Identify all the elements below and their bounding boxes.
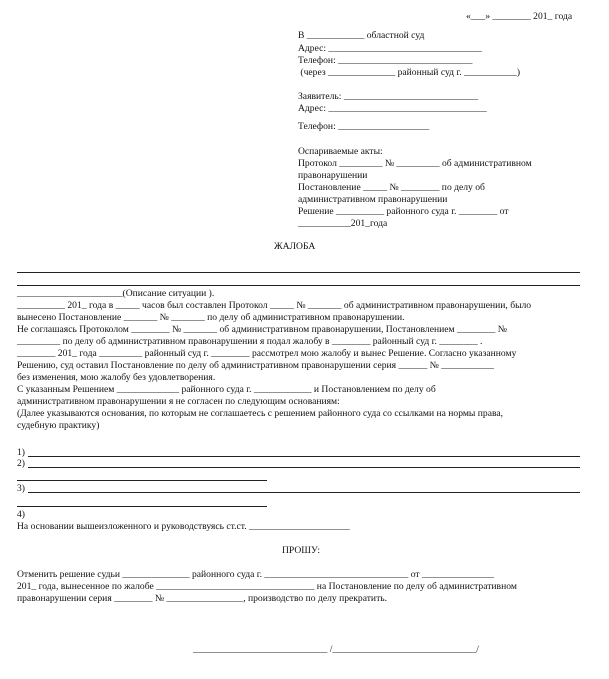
- request-title: ПРОШУ:: [282, 545, 321, 556]
- contested-protocol-cont: правонарушении: [298, 170, 368, 181]
- body-line: Решению, суд оставил Постановление по делу об административном правонарушении серия ______ № ___________: [17, 360, 494, 371]
- contested-decree-cont: административном правонарушении: [298, 194, 448, 205]
- signature-line: ____________________________ /______________________________/: [193, 644, 479, 655]
- list-item-number: 4): [17, 509, 25, 520]
- body-line: С указанным Решением _____________ районного суда г. ____________ и Постановлением по делу об: [17, 384, 436, 395]
- request-line: правонарушении серия ________ № ________________, производство по делу прекратить.: [17, 593, 388, 604]
- via-district-court: (через ______________ районный суд г. ___________): [298, 67, 521, 78]
- body-line: без изменения, мою жалобу без удовлетворения.: [17, 372, 216, 383]
- date-line: «___» ________ 201_ года: [466, 11, 573, 22]
- contested-decision: Решение __________ районного суда г. ________ от: [298, 206, 509, 217]
- court-phone: Телефон: ____________________________: [298, 55, 473, 66]
- list-item-number: 2): [17, 458, 25, 469]
- body-line: Не соглашаясь Протоколом ________ № _______ об административном правонарушении, Постановлением ________ №: [17, 324, 507, 335]
- situation-label: ______________________(Описание ситуации ).: [17, 288, 215, 299]
- list-item-number: 3): [17, 483, 25, 494]
- contested-acts-title: Оспариваемые акты:: [298, 146, 383, 157]
- applicant-line: Заявитель: ____________________________: [298, 91, 479, 102]
- court-line: В ____________ областной суд: [298, 30, 425, 41]
- document-title: ЖАЛОБА: [274, 241, 316, 252]
- body-line: судебную практику): [17, 420, 100, 431]
- fill-line: [28, 467, 580, 468]
- fill-line: [28, 456, 580, 457]
- contested-decree: Постановление _____ № ________ по делу об: [298, 182, 485, 193]
- request-line: 201_ года, вынесенное по жалобе _________________________________ на Постановление по делу об административном: [17, 581, 517, 592]
- fill-line: [17, 285, 580, 286]
- contested-decision-cont: ___________201_года: [298, 218, 388, 229]
- body-line: (Далее указываются основания, по которым не соглашаетесь с решением районного суда со ссылками на нормы права,: [17, 408, 504, 419]
- court-address: Адрес: ________________________________: [298, 43, 482, 54]
- body-line: административном правонарушении я не согласен по следующим основаниям:: [17, 396, 340, 407]
- list-item-number: 1): [17, 447, 25, 458]
- basis-line: На основании вышеизложенного и руководствуясь ст.ст. _____________________: [17, 521, 350, 532]
- body-line: ________ 201_ года _________ районный суд г. ________ рассмотрел мою жалобу и вынес Решение. Согласно указанному: [17, 348, 517, 359]
- contested-protocol: Протокол _________ № _________ об административном: [298, 158, 532, 169]
- request-line: Отменить решение судьи ______________ районного суда г. ______________________________ от _______________: [17, 569, 494, 580]
- body-line: _________ по делу об административном правонарушении я подал жалобу в ________ районный суд г. ________ .: [17, 336, 483, 347]
- applicant-phone: Телефон: ___________________: [298, 121, 430, 132]
- fill-line: [17, 506, 267, 507]
- applicant-address: Адрес: _________________________________: [298, 103, 487, 114]
- body-line: вынесено Постановление _______ № _______ по делу об административном правонарушении.: [17, 312, 405, 323]
- fill-line: [28, 492, 580, 493]
- fill-line: [17, 272, 580, 273]
- body-line: __________ 201_ года в _____ часов был составлен Протокол _____ № _______ об административном правонарушении, было: [17, 300, 532, 311]
- fill-line: [17, 480, 267, 481]
